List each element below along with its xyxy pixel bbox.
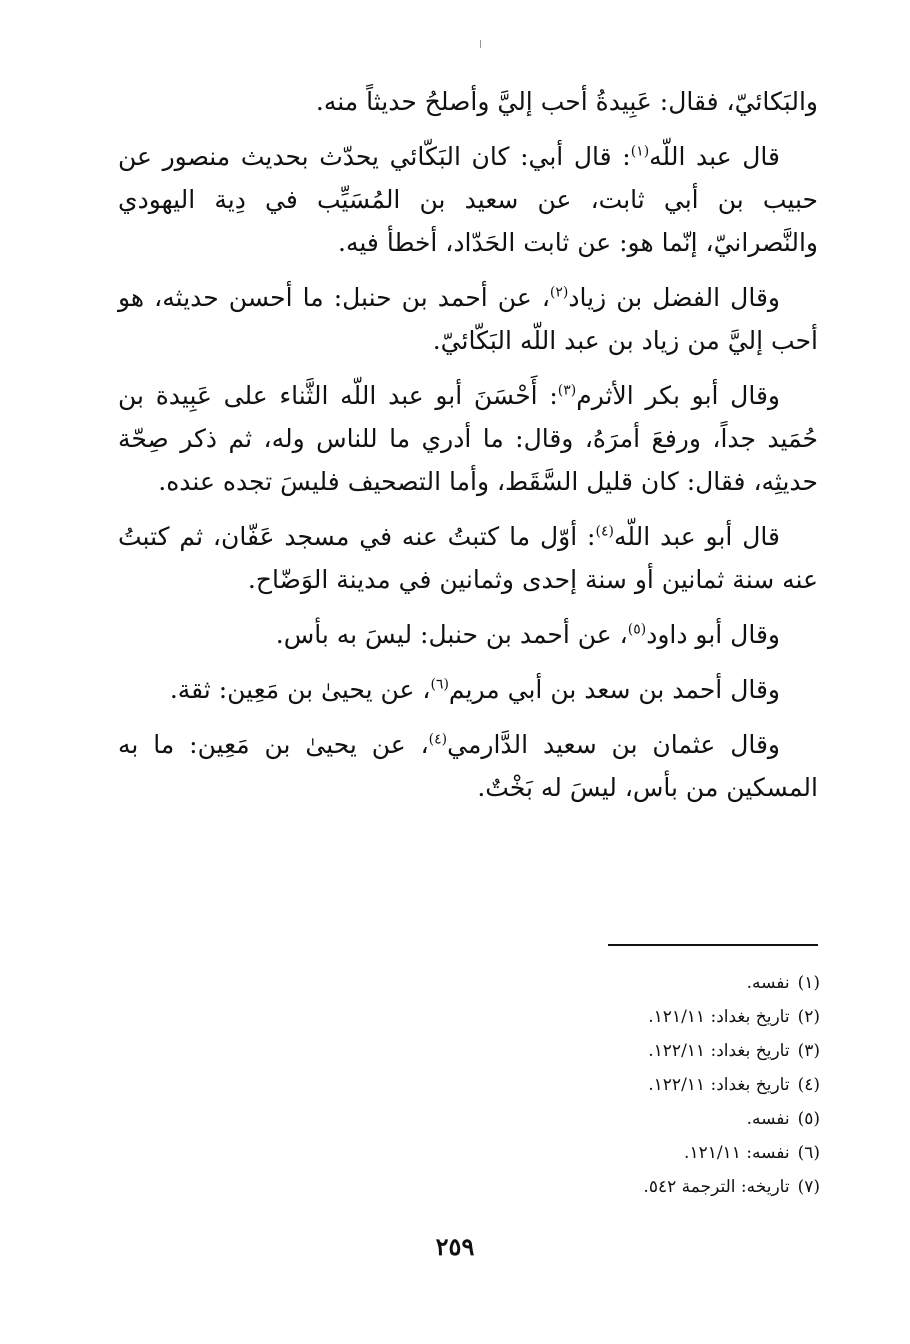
footnote-ref[interactable]: (٤) (595, 523, 614, 540)
paragraph-text: ، عن أحمد بن حنبل: ما أحسن حديثه، هو أحب إليَّ من زياد بن عبد اللّه البَكّائيّ. (118, 283, 818, 355)
paragraph-8 (118, 723, 818, 809)
footnote-ref[interactable]: (٦) (430, 676, 449, 693)
footnote-ref[interactable]: (٣) (557, 382, 577, 399)
footnote-number: (٦) (797, 1143, 820, 1163)
paragraph-lead: قال أبو عبد اللّه (613, 522, 780, 551)
paragraph-7 (118, 668, 818, 711)
footnote-number: (٤) (797, 1075, 820, 1095)
footnote-text: تاريخ بغداد: ١٢١/١١. (648, 1007, 790, 1027)
footnote-text: تاريخ بغداد: ١٢٢/١١. (648, 1075, 790, 1095)
footnote-5 (400, 1102, 820, 1136)
footnote-text: تاريخ بغداد: ١٢٢/١١. (648, 1041, 790, 1061)
paragraph-lead: وقال أبو داود (646, 620, 780, 649)
main-text (118, 80, 818, 821)
footnote-text: تاريخه: الترجمة ٥٤٢. (643, 1177, 790, 1197)
paragraph-text: : أَحْسَنَ أبو عبد اللّه الثَّناء على عَبِيدة بن حُمَيد جداً، ورفعَ أمرَهُ، وقال: ما أدري ما للناس وله، ثم ذكر صِحّة حديثِه، فقال: كان قليل السَّقَط، وأما التصحيف فليسَ تجده عنده. (118, 381, 818, 496)
footnote-text: نفسه: ١٢١/١١. (684, 1143, 790, 1163)
footnote-ref[interactable]: (٢) (549, 284, 569, 301)
paragraph-text: ، عن أحمد بن حنبل: ليسَ به بأس. (275, 620, 628, 649)
paragraph-lead: وقال عثمان بن سعيد الدَّارمي (447, 730, 781, 759)
scan-mark (480, 40, 481, 48)
paragraph-lead: قال عبد اللّه (649, 142, 780, 171)
footnote-number: (٧) (797, 1177, 820, 1197)
paragraph-text: ، عن يحيىٰ بن مَعِين: ما به المسكين من بأس، ليسَ له بَخْتٌ. (118, 730, 818, 802)
footnote-2 (400, 1000, 820, 1034)
paragraph-text: : أوّل ما كتبتُ عنه في مسجد عَفّان، ثم كتبتُ عنه سنة ثمانين أو سنة إحدى وثمانين في مدينة الوَضّاح. (118, 522, 818, 594)
paragraph-lead: وقال أبو بكر الأثرم (576, 381, 780, 410)
paragraph-lead: وقال أحمد بن سعد بن أبي مريم (448, 675, 780, 704)
footnote-ref[interactable]: (٥) (627, 621, 647, 638)
paragraph-5 (118, 515, 818, 601)
paragraph-lead: وقال الفضل بن زياد (568, 283, 780, 312)
footnote-number: (٣) (797, 1041, 820, 1061)
footnote-4 (400, 1068, 820, 1102)
paragraph-3 (118, 276, 818, 362)
footnote-6 (400, 1136, 820, 1170)
footnote-1 (400, 966, 820, 1000)
page-number: ٢٥٩ (435, 1232, 475, 1261)
footnote-number: (٥) (797, 1109, 820, 1129)
footnote-ref[interactable]: (٤) (428, 731, 448, 748)
paragraph-2 (118, 135, 818, 264)
footnote-number: (١) (797, 973, 820, 993)
paragraph-1 (118, 80, 818, 123)
footnote-number: (٢) (797, 1007, 820, 1027)
paragraph-text: والبَكائيّ، فقال: عَبِيدةُ أحب إليَّ وأصلحُ حديثاً منه. (315, 87, 818, 116)
paragraph-text: ، عن يحيىٰ بن مَعِين: ثقة. (169, 675, 431, 704)
footnotes-list (400, 966, 820, 1204)
footnote-text: نفسه. (746, 973, 790, 993)
footnote-3 (400, 1034, 820, 1068)
footnote-ref[interactable]: (١) (630, 143, 650, 160)
footnote-divider (608, 944, 818, 946)
footnote-text: نفسه. (746, 1109, 790, 1129)
paragraph-6 (118, 613, 818, 656)
paragraph-4 (118, 374, 818, 503)
footnote-7 (400, 1170, 820, 1204)
paragraph-text: : قال أبي: كان البَكّائي يحدّث بحديث منصور عن حبيب بن أبي ثابت، عن سعيد بن المُسَيِّب في دِية اليهودي والنَّصرانيّ، إنّما هو: عن ثابت الحَدّاد، أخطأ فيه. (118, 142, 818, 257)
